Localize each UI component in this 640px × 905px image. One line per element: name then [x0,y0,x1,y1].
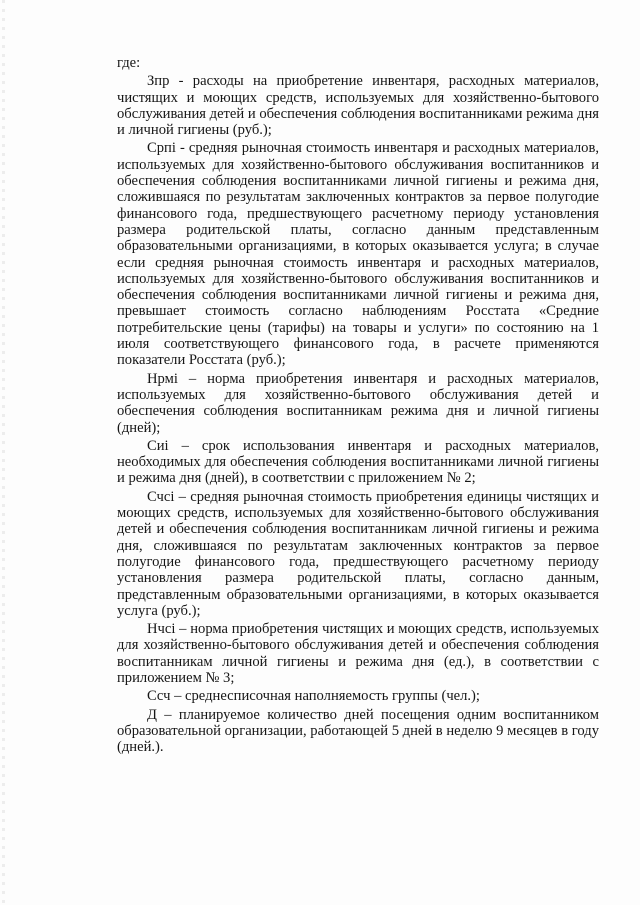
document-body [117,55,599,757]
scan-edge-artifact [2,0,5,905]
definition-ssch: Ссч – среднесписочная наполняемость группы (чел.); [147,688,480,705]
definition-schsi: Счсi – средняя рыночная стоимость приобретения единицы чистящих и моющих средств, используемых для хозяйственно-бытового обслуживания детей и обеспечения соблюдения воспитанникам личной гигиены и режима дня, сложившаяся по результатам заключенных контрактов за первое полугодие финансового года, предшествующего расчетному периоду установления размера родительской платы, согласно данным, представленным образовательными организациями, в которых оказывается услуга (руб.); [117,488,599,619]
definition-zpr: Зпр - расходы на приобретение инвентаря, расходных материалов, чистящих и моющих средств, используемых для хозяйственно-бытового обслуживания детей и обеспечения соблюдения воспитанниками режима дня и личной гигиены (руб.); [117,73,599,139]
definition-nchsi: Нчсi – норма приобретения чистящих и моющих средств, используемых для хозяйственно-бытового обслуживания детей и обеспечения соблюдения воспитанникам личной гигиены и режима дня (ед.), в соответствии с приложением № 3; [117,621,599,686]
definition-sii: Сиi – срок использования инвентаря и расходных материалов, необходимых для обеспечения соблюдения воспитанниками личной гигиены и режима дня (дней), в соответствии с приложением № 2; [117,437,599,487]
definition-nrmi: Нрмi – норма приобретения инвентаря и расходных материалов, используемых для хозяйственно-бытового обслуживания детей и обеспечения соблюдения воспитанникам режима дня и личной гигиены (дней); [117,370,599,436]
definition-d: Д – планируемое количество дней посещения одним воспитанником образовательной организации, работающей 5 дней в неделю 9 месяцев в году (дней.). [117,706,599,756]
definition-srpi: Српi - средняя рыночная стоимость инвентаря и расходных материалов, используемых для хозяйственно-бытового обслуживания воспитанников и обеспечения соблюдения воспитанниками личной гигиены и режима дня, сложившаяся по результатам заключенных контрактов за первое полугодие финансового года, предшествующего расчетному периоду установления размера родительской платы, согласно данным представленным образовательными организациями, в которых оказывается услуга; в случае если средняя рыночная стоимость инвентаря и расходных материалов, используемых для хозяйственно-бытового обслуживания воспитанников и обеспечения соблюдения воспитанниками личной гигиены и режима дня, превышает стоимость согласно наблюдениям Росстата «Средние потребительские цены (тарифы) на товары и услуги» по состоянию на 1 июля соответствующего финансового года, в расчете применяются показатели Росстата (руб.); [117,140,599,369]
intro-text: где: [117,55,141,71]
